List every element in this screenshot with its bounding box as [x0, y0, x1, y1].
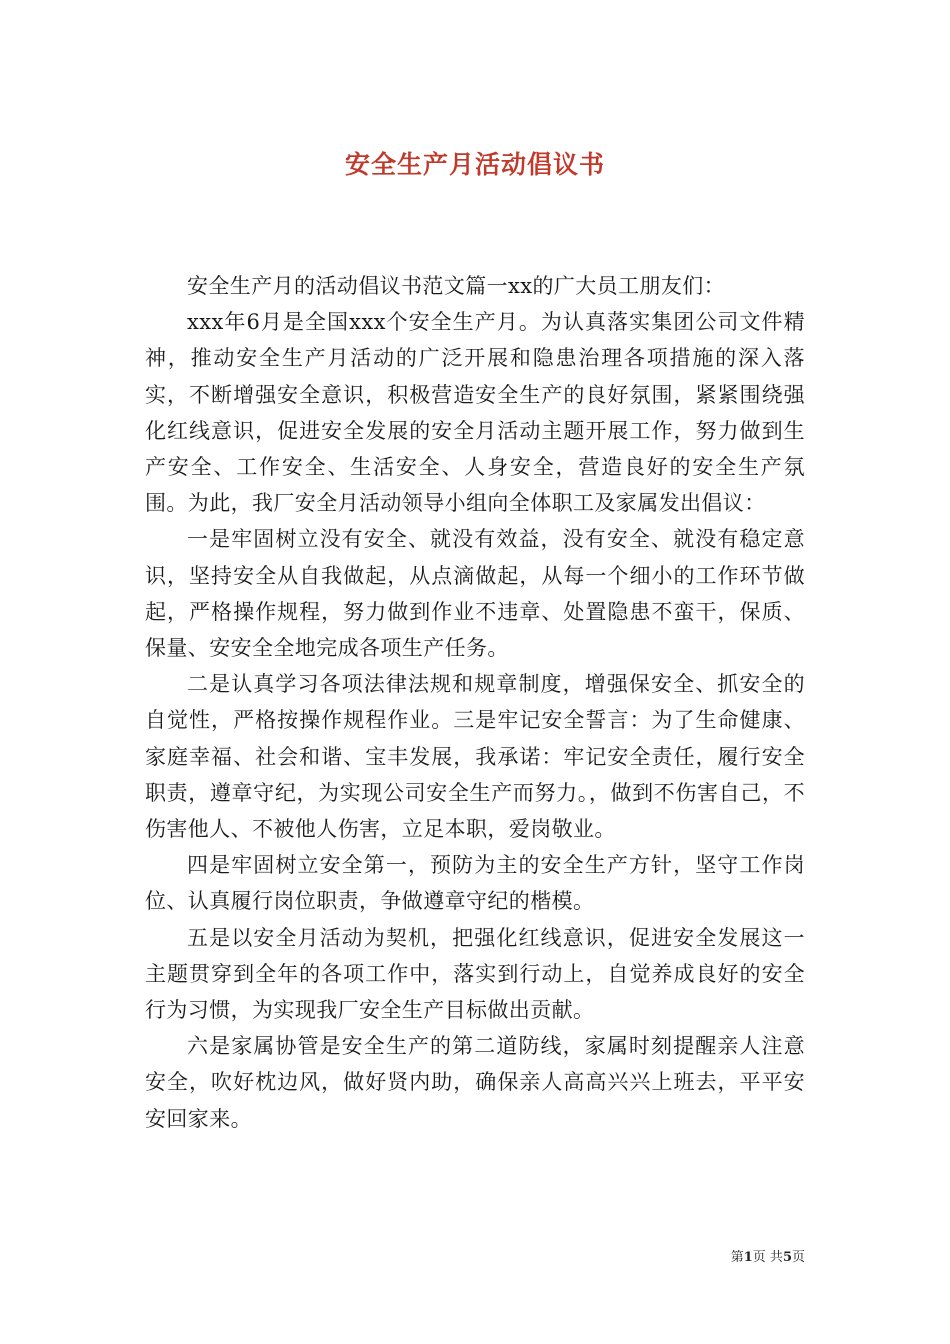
paragraph-point-4: 四是牢固树立安全第一，预防为主的安全生产方针，坚守工作岗位、认真履行岗位职责，争做遵章守纪的楷模。	[145, 853, 805, 914]
page-number-footer	[731, 1246, 805, 1265]
paragraph-point-5: 五是以安全月活动为契机，把强化红线意识，促进安全发展这一主题贯穿到全年的各项工作中，落实到行动上，自觉养成良好的安全行为习惯，为实现我厂安全生产目标做出贡献。	[145, 925, 805, 1023]
footer-current-page: 1	[743, 1250, 753, 1265]
paragraph-point-6: 六是家属协管是安全生产的第二道防线，家属时刻提醒亲人注意安全，吹好枕边风，做好贤内助，确保亲人高高兴兴上班去，平平安安回家来。	[145, 1034, 805, 1131]
footer-middle: 页 共	[752, 1250, 783, 1265]
paragraph-point-2-3: 二是认真学习各项法律法规和规章制度，增强保安全、抓安全的自觉性，严格按操作规程作业。三是牢记安全誓言：为了生命健康、家庭幸福、社会和谐、宝丰发展，我承诺：牢记安全责任，履行安全职责，遵章守纪，为实现公司安全生产而努力。，做到不伤害自己，不伤害他人、不被他人伤害，立足本职，爱岗敬业。	[145, 672, 805, 842]
paragraph-greeting: 安全生产月的活动倡议书范文篇一xx的广大员工朋友们：	[187, 274, 726, 298]
footer-total-pages: 5	[782, 1250, 792, 1265]
footer-suffix: 页	[791, 1250, 805, 1265]
footer-prefix: 第	[730, 1250, 744, 1265]
document-title: 安全生产月活动倡议书	[344, 149, 605, 179]
paragraph-point-1: 一是牢固树立没有安全、就没有效益，没有安全、就没有稳定意识，坚持安全从自我做起，从点滴做起，从每一个细小的工作环节做起，严格操作规程，努力做到作业不违章、处置隐患不蛮干，保质、保量、安安全全地完成各项生产任务。	[145, 527, 805, 661]
document-body	[145, 268, 805, 1137]
paragraph-intro: xxx年6月是全国xxx个安全生产月。为认真落实集团公司文件精神，推动安全生产月活动的广泛开展和隐患治理各项措施的深入落实，不断增强安全意识，积极营造安全生产的良好氛围，紧紧围绕强化红线意识，促进安全发展的安全月活动主题开展工作，努力做到生产安全、工作安全、生活安全、人身安全，营造良好的安全生产氛围。为此，我厂安全月活动领导小组向全体职工及家属发出倡议：	[145, 310, 805, 516]
